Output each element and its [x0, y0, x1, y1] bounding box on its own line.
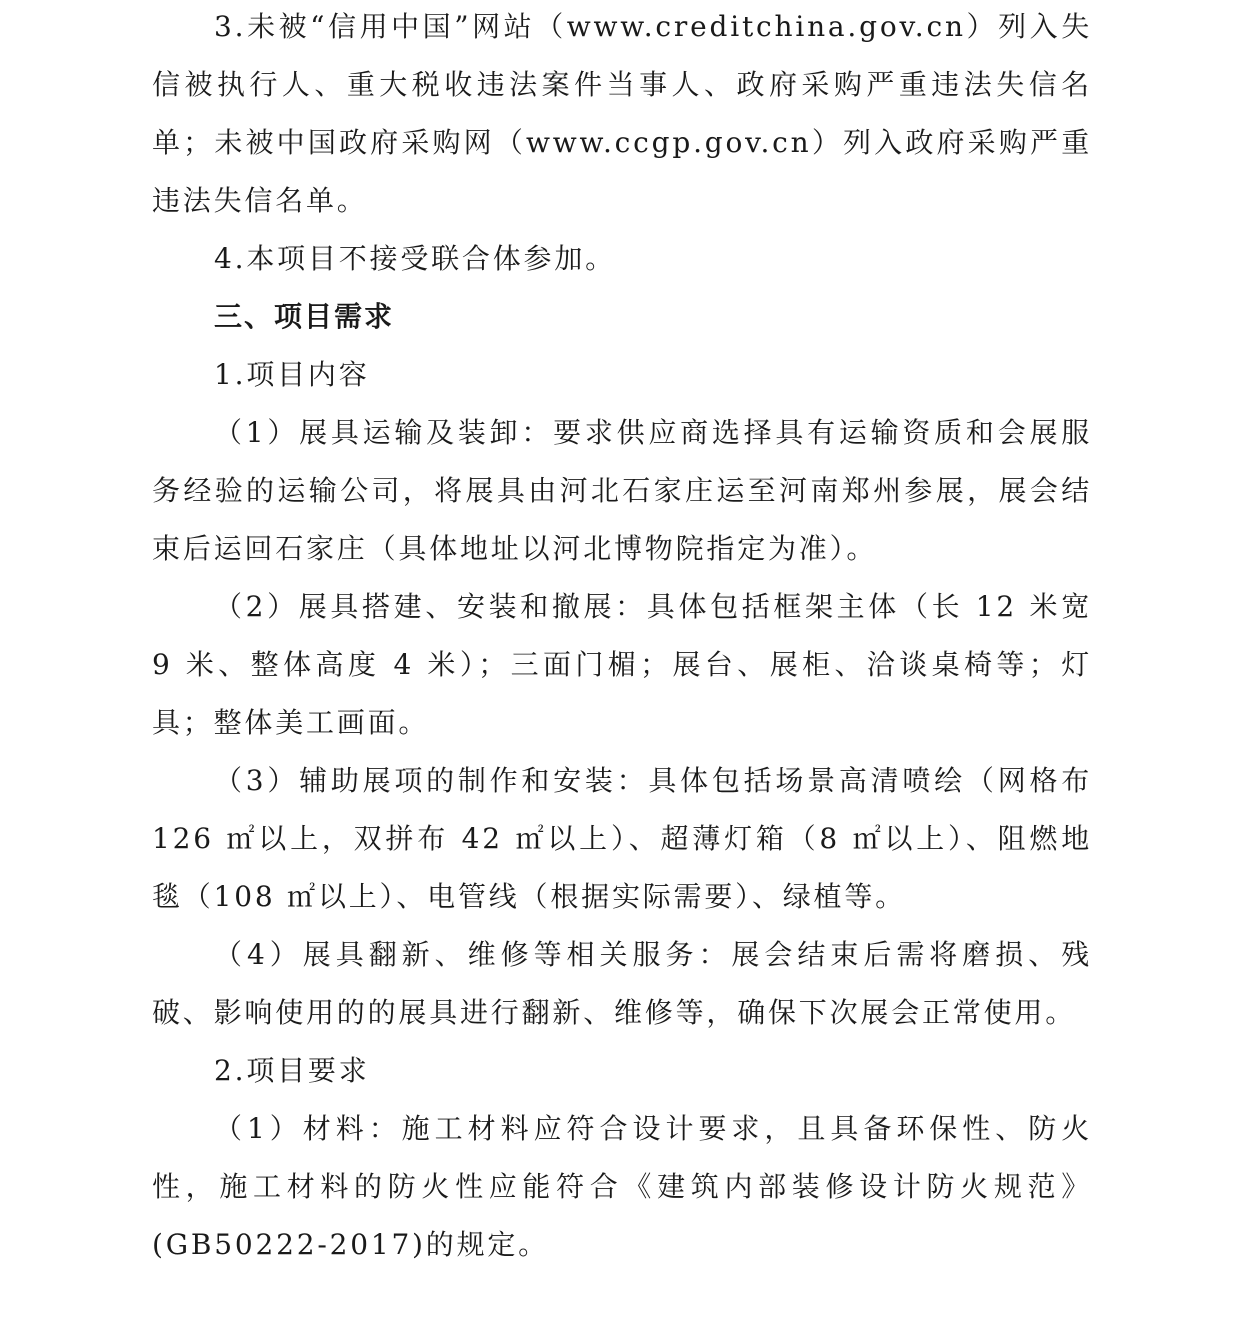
content-item-2-construction: （2）展具搭建、安装和撤展：具体包括框架主体（长 12 米宽 9 米、整体高度 4 米）；三面门楣；展台、展柜、洽谈桌椅等；灯具；整体美工画面。 [152, 590, 1092, 739]
content-item-3-auxiliary: （3）辅助展项的制作和安装：具体包括场景高清喷绘（网格布 126 ㎡以上，双拼布 42 ㎡以上）、超薄灯箱（8 ㎡以上）、阻燃地毯（108 ㎡以上）、电管线（根据实际需要）、绿植等。 [152, 764, 1092, 913]
subheading-project-requirements: 2.项目要求 [214, 1054, 370, 1087]
subheading-project-content: 1.项目内容 [214, 358, 370, 391]
document-page [152, 0, 1092, 1274]
content-item-1-transport: （1）展具运输及装卸：要求供应商选择具有运输资质和会展服务经验的运输公司，将展具由河北石家庄运至河南郑州参展，展会结束后运回石家庄（具体地址以河北博物院指定为准）。 [152, 416, 1092, 565]
eligibility-item-4: 4.本项目不接受联合体参加。 [214, 242, 616, 275]
requirement-item-1-materials: （1）材料：施工材料应符合设计要求，且具备环保性、防火性，施工材料的防火性应能符合《建筑内部装修设计防火规范》(GB50222-2017)的规定。 [152, 1112, 1092, 1261]
section-heading-project-requirements: 三、项目需求 [214, 300, 395, 333]
content-item-4-renovation: （4）展具翻新、维修等相关服务：展会结束后需将磨损、残破、影响使用的的展具进行翻新、维修等，确保下次展会正常使用。 [152, 938, 1092, 1029]
eligibility-item-3: 3.未被“信用中国”网站（www.creditchina.gov.cn）列入失信被执行人、重大税收违法案件当事人、政府采购严重违法失信名单；未被中国政府采购网（www.ccgp.gov.cn）列入政府采购严重违法失信名单。 [152, 10, 1092, 217]
